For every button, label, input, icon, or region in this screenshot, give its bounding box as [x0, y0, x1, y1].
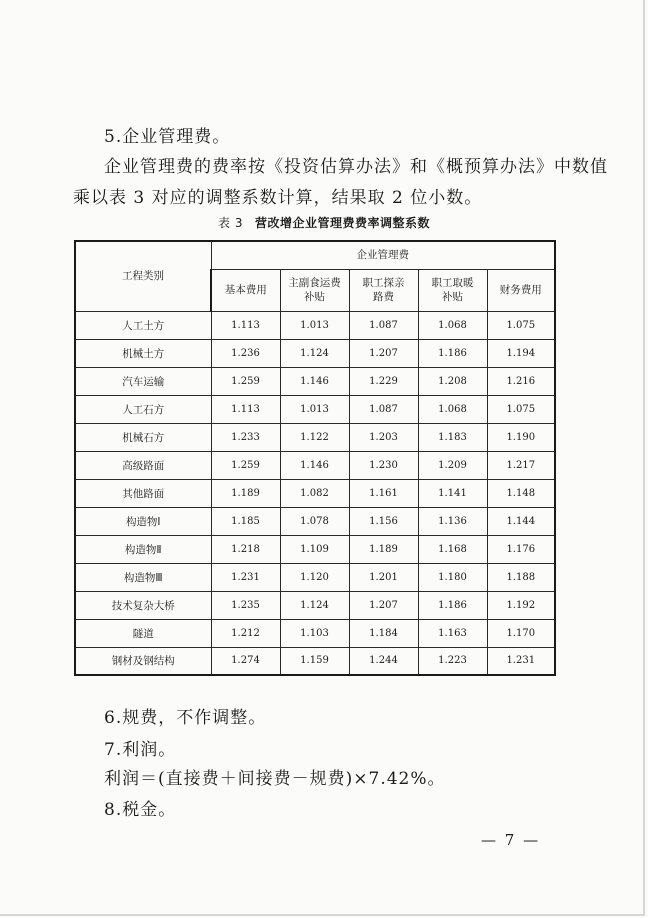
column-header-line: 补贴	[304, 291, 325, 303]
column-header	[418, 269, 487, 311]
coefficient-cell: 1.103	[280, 619, 349, 647]
column-header-line: 主副食运费	[288, 277, 341, 289]
coefficient-cell: 1.168	[418, 535, 487, 563]
row-header-engineering-category: 工程类别	[75, 241, 211, 311]
coefficient-cell: 1.120	[280, 563, 349, 591]
coefficient-cell: 1.161	[349, 479, 418, 507]
coefficient-cell: 1.188	[487, 563, 555, 591]
coefficient-cell: 1.109	[280, 535, 349, 563]
coefficient-cell: 1.136	[418, 507, 487, 535]
coefficient-cell: 1.189	[211, 479, 280, 507]
coefficient-cell: 1.156	[349, 507, 418, 535]
table-row	[75, 367, 555, 395]
paragraph-line-1: 企业管理费的费率按《投资估算办法》和《概预算办法》中数值	[104, 157, 608, 177]
coefficient-cell: 1.189	[349, 535, 418, 563]
category-cell: 钢材及钢结构	[75, 647, 211, 675]
category-cell: 人工土方	[75, 311, 211, 339]
coefficient-cell: 1.141	[418, 479, 487, 507]
category-cell: 构造物Ⅱ	[75, 535, 211, 563]
coefficient-cell: 1.212	[211, 619, 280, 647]
coefficient-cell: 1.208	[418, 367, 487, 395]
coefficient-cell: 1.217	[487, 451, 555, 479]
group-header-management-fee: 企业管理费	[211, 241, 555, 269]
table-caption-title: 营改增企业管理费费率调整系数	[254, 216, 430, 230]
coefficient-cell: 1.233	[211, 423, 280, 451]
table-caption	[0, 214, 648, 231]
coefficient-cell: 1.183	[418, 423, 487, 451]
coefficient-cell: 1.176	[487, 535, 555, 563]
table-caption-number: 表 3	[218, 216, 243, 230]
table-row	[75, 591, 555, 619]
table-row	[75, 311, 555, 339]
table-row	[75, 563, 555, 591]
column-header-line: 补贴	[442, 291, 463, 303]
section-heading-8: 8.税金。	[104, 800, 177, 820]
coefficient-cell: 1.231	[211, 563, 280, 591]
adjustment-coefficient-table	[74, 240, 556, 676]
column-header-line: 财务费用	[499, 284, 542, 296]
coefficient-cell: 1.113	[211, 395, 280, 423]
category-cell: 技术复杂大桥	[75, 591, 211, 619]
coefficient-cell: 1.013	[280, 311, 349, 339]
coefficient-cell: 1.146	[280, 451, 349, 479]
coefficient-cell: 1.190	[487, 423, 555, 451]
column-header	[211, 269, 280, 311]
coefficient-cell: 1.146	[280, 367, 349, 395]
table-row	[75, 423, 555, 451]
coefficient-cell: 1.203	[349, 423, 418, 451]
coefficient-cell: 1.075	[487, 395, 555, 423]
coefficient-cell: 1.235	[211, 591, 280, 619]
column-header-line: 职工取暖	[431, 277, 474, 289]
category-cell: 构造物Ⅲ	[75, 563, 211, 591]
category-cell: 构造物Ⅰ	[75, 507, 211, 535]
page-number: — 7 —	[481, 831, 541, 849]
coefficient-cell: 1.148	[487, 479, 555, 507]
coefficient-cell: 1.013	[280, 395, 349, 423]
column-header-line: 路费	[373, 291, 394, 303]
coefficient-cell: 1.236	[211, 339, 280, 367]
coefficient-cell: 1.124	[280, 591, 349, 619]
coefficient-cell: 1.068	[418, 395, 487, 423]
category-cell: 人工石方	[75, 395, 211, 423]
coefficient-cell: 1.186	[418, 339, 487, 367]
coefficient-cell: 1.068	[418, 311, 487, 339]
category-cell: 汽车运输	[75, 367, 211, 395]
coefficient-cell: 1.229	[349, 367, 418, 395]
coefficient-cell: 1.163	[418, 619, 487, 647]
category-cell: 其他路面	[75, 479, 211, 507]
coefficient-cell: 1.230	[349, 451, 418, 479]
table-row	[75, 507, 555, 535]
section-heading-6: 6.规费，不作调整。	[104, 708, 267, 728]
coefficient-cell: 1.223	[418, 647, 487, 675]
category-cell: 隧道	[75, 619, 211, 647]
paragraph-line-2: 乘以表 3 对应的调整系数计算，结果取 2 位小数。	[73, 188, 483, 208]
coefficient-cell: 1.159	[280, 647, 349, 675]
coefficient-cell: 1.207	[349, 339, 418, 367]
category-cell: 高级路面	[75, 451, 211, 479]
coefficient-cell: 1.231	[487, 647, 555, 675]
section-heading-5: 5.企业管理费。	[104, 127, 231, 147]
column-header	[349, 269, 418, 311]
coefficient-cell: 1.194	[487, 339, 555, 367]
coefficient-cell: 1.075	[487, 311, 555, 339]
coefficient-cell: 1.259	[211, 367, 280, 395]
table-row	[75, 479, 555, 507]
coefficient-cell: 1.184	[349, 619, 418, 647]
coefficient-cell: 1.244	[349, 647, 418, 675]
coefficient-cell: 1.082	[280, 479, 349, 507]
table-row	[75, 619, 555, 647]
coefficient-cell: 1.144	[487, 507, 555, 535]
coefficient-cell: 1.170	[487, 619, 555, 647]
section-heading-7: 7.利润。	[104, 740, 177, 760]
coefficient-cell: 1.207	[349, 591, 418, 619]
coefficient-cell: 1.122	[280, 423, 349, 451]
column-header	[487, 269, 555, 311]
coefficient-cell: 1.186	[418, 591, 487, 619]
coefficient-cell: 1.216	[487, 367, 555, 395]
table-row	[75, 535, 555, 563]
coefficient-cell: 1.274	[211, 647, 280, 675]
coefficient-cell: 1.192	[487, 591, 555, 619]
coefficient-cell: 1.078	[280, 507, 349, 535]
column-header-line: 基本费用	[224, 284, 267, 296]
coefficient-cell: 1.201	[349, 563, 418, 591]
coefficient-cell: 1.259	[211, 451, 280, 479]
coefficient-cell: 1.185	[211, 507, 280, 535]
profit-formula: 利润＝(直接费＋间接费－规费)×7.42%。	[104, 769, 446, 789]
table-row	[75, 451, 555, 479]
coefficient-cell: 1.087	[349, 311, 418, 339]
column-header-line: 职工探亲	[362, 277, 405, 289]
table-row	[75, 395, 555, 423]
coefficient-cell: 1.113	[211, 311, 280, 339]
coefficient-cell: 1.218	[211, 535, 280, 563]
category-cell: 机械土方	[75, 339, 211, 367]
table-row	[75, 339, 555, 367]
coefficient-cell: 1.180	[418, 563, 487, 591]
table-row	[75, 647, 555, 675]
table-body	[75, 311, 555, 675]
coefficient-cell: 1.209	[418, 451, 487, 479]
coefficient-cell: 1.087	[349, 395, 418, 423]
coefficient-cell: 1.124	[280, 339, 349, 367]
category-cell: 机械石方	[75, 423, 211, 451]
column-header	[280, 269, 349, 311]
